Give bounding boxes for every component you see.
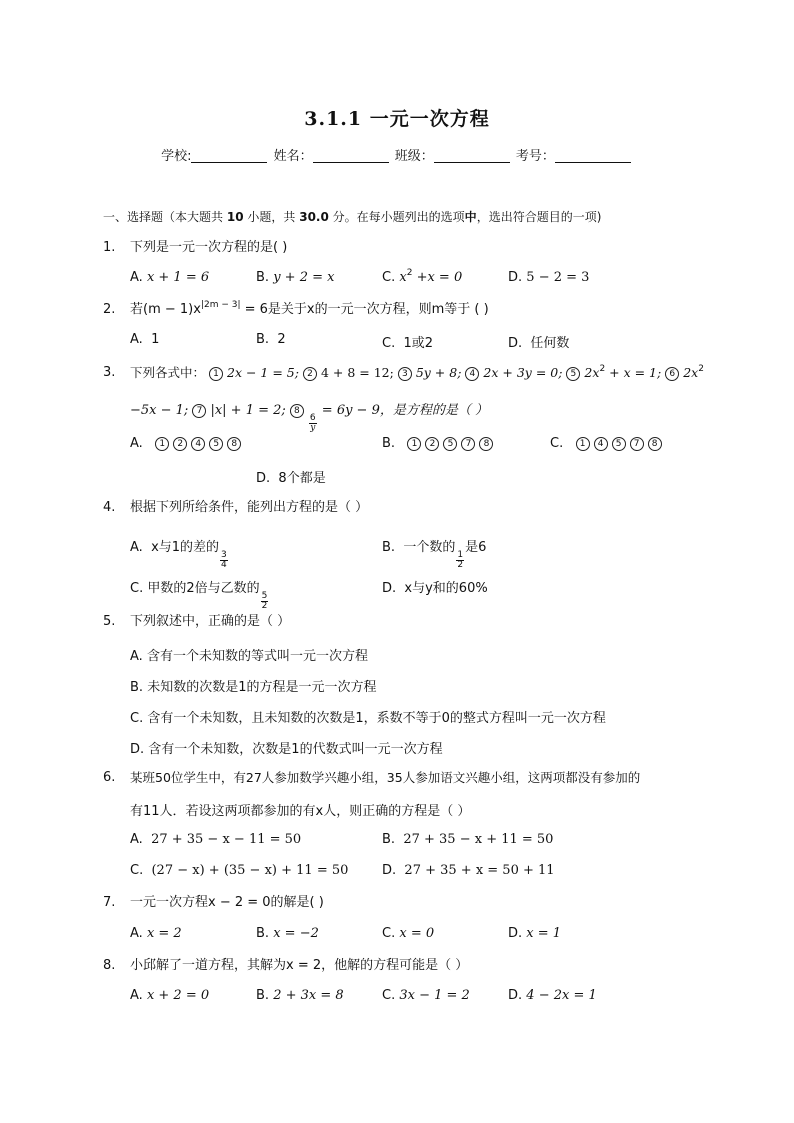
circled-number: 1	[209, 367, 223, 381]
option-a[interactable]: A. 含有一个未知数的等式叫一元一次方程	[130, 649, 368, 664]
question-number: 6.	[103, 770, 116, 785]
section-zhong: 中	[464, 210, 477, 224]
question-number: 1.	[103, 240, 116, 255]
option-a[interactable]: A. x + 2 = 0	[130, 988, 210, 1003]
student-info-line	[0, 145, 794, 164]
option-a[interactable]: A. x与1的差的 $\frac{3}{4}$	[130, 540, 227, 570]
question-number: 7.	[103, 895, 116, 910]
option-d[interactable]: D. 含有一个未知数，次数是1的代数式叫一元一次方程	[130, 742, 443, 757]
option-b[interactable]: B. 27 + 35 − x + 11 = 50	[382, 832, 554, 847]
section-mid2: 分。在每小题列出的选项	[332, 210, 465, 224]
class-blank[interactable]	[434, 148, 510, 163]
circled-number: 6	[665, 367, 679, 381]
option-d[interactable]: D. 27 + 35 + x = 50 + 11	[382, 863, 555, 878]
option-a[interactable]: A. 1 2 4 5 8	[130, 436, 245, 451]
option-a[interactable]: A. x + 1 = 6	[130, 270, 210, 285]
option-b[interactable]: B. y + 2 = x	[256, 270, 335, 285]
option-c[interactable]: C. $x^2 +x = 0$	[382, 268, 463, 285]
question-stem: 小邱解了一道方程，其解为x = 2，他解的方程可能是（ ）	[130, 958, 469, 973]
question-number: 2.	[103, 302, 116, 317]
name-blank[interactable]	[313, 148, 389, 163]
question-stem: 一元一次方程x − 2 = 0的解是( )	[130, 895, 324, 910]
option-b[interactable]: B. 1 2 5 7 8	[382, 436, 497, 451]
school-blank[interactable]	[191, 148, 267, 163]
question-stem: 若$(m - 1)x^{|2m - 3|} = 6$是关于x的一元一次方程，则m等于 ( )	[130, 300, 489, 317]
circled-number: 7	[192, 404, 206, 418]
option-c[interactable]: C. 含有一个未知数，且未知数的次数是1，系数不等于0的整式方程叫一元一次方程	[130, 711, 606, 726]
page-title: 3.1.1 一元一次方程	[304, 108, 490, 130]
circled-number: 3	[398, 367, 412, 381]
class-label: 班级：	[394, 149, 434, 164]
option-d[interactable]: D. x = 1	[508, 926, 562, 941]
section-mid1: 小题，共	[247, 210, 296, 224]
examno-blank[interactable]	[555, 148, 631, 163]
question-number: 4.	[103, 500, 116, 515]
question-3-line-2: −5x − 1; 7 |x| + 1 = 2; 8 $\frac{6}{y}$ = 6y − 9，是方程的是（ ）	[130, 403, 488, 433]
circled-number: 5	[566, 367, 580, 381]
section-heading	[103, 208, 723, 225]
name-label: 姓名：	[273, 149, 313, 164]
section-score: 30.0	[299, 210, 329, 224]
option-a[interactable]: A. x = 2	[130, 926, 182, 941]
option-a[interactable]: A. 27 + 35 − x − 11 = 50	[130, 832, 302, 847]
question-number: 8.	[103, 958, 116, 973]
option-c[interactable]: C. x = 0	[382, 926, 435, 941]
question-stem: 下列各式中： 1 2x − 1 = 5; 2 4 + 8 = 12; 3 5y + 8; 4 2x + 3y = 0; 5 $2x^2 + x = 1$; 6 $2x^2$	[130, 364, 704, 380]
option-b[interactable]: B. 2 + 3x = 8	[256, 988, 344, 1003]
school-label: 学校:	[161, 149, 192, 164]
question-stem: 下列叙述中，正确的是（ ）	[130, 614, 291, 629]
option-b[interactable]: B. 一个数的 $\frac{1}{2}$ 是6	[382, 540, 487, 570]
circled-number: 4	[465, 367, 479, 381]
option-d[interactable]: D. 5 − 2 = 3	[508, 270, 590, 285]
circled-number: 2	[303, 367, 317, 381]
question-stem: 根据下列所给条件，能列出方程的是（ ）	[130, 500, 369, 515]
circled-number: 8	[290, 404, 304, 418]
option-d[interactable]: D. 8个都是	[256, 471, 326, 486]
fraction: $\frac{6}{y}$	[309, 413, 316, 433]
option-c[interactable]: C. (27 − x) + (35 − x) + 11 = 50	[130, 863, 349, 878]
section-lead: 一、选择题（本大题共	[103, 210, 224, 224]
option-b[interactable]: B. 未知数的次数是1的方程是一元一次方程	[130, 680, 377, 695]
option-d[interactable]: D. 任何数	[508, 336, 570, 351]
section-tail: ，选出符合题目的一项)	[476, 210, 602, 224]
option-c[interactable]: C. 1或2	[382, 336, 434, 351]
option-b[interactable]: B. x = −2	[256, 926, 319, 941]
section-count: 10	[226, 210, 244, 224]
option-c[interactable]: C. 3x − 1 = 2	[382, 988, 470, 1003]
option-a[interactable]: A. 1	[130, 332, 160, 347]
option-d[interactable]: D. 4 − 2x = 1	[508, 988, 597, 1003]
option-d[interactable]: D. x与y和的60%	[382, 581, 488, 596]
option-c[interactable]: C. 1 4 5 7 8	[550, 436, 666, 451]
question-number: 5.	[103, 614, 116, 629]
examno-label: 考号：	[515, 149, 555, 164]
question-stem: 下列是一元一次方程的是( )	[130, 240, 288, 255]
option-c[interactable]: C. 甲数的2倍与乙数的 $\frac{5}{2}$	[130, 581, 268, 611]
question-number: 3.	[103, 365, 116, 380]
question-stem-line-2: 有11人．若设这两项都参加的有x人，则正确的方程是（ ）	[130, 804, 471, 819]
option-b[interactable]: B. 2	[256, 332, 286, 347]
question-stem: 某班50位学生中，有27人参加数学兴趣小组，35人参加语文兴趣小组，这两项都没有参加的	[130, 770, 641, 785]
